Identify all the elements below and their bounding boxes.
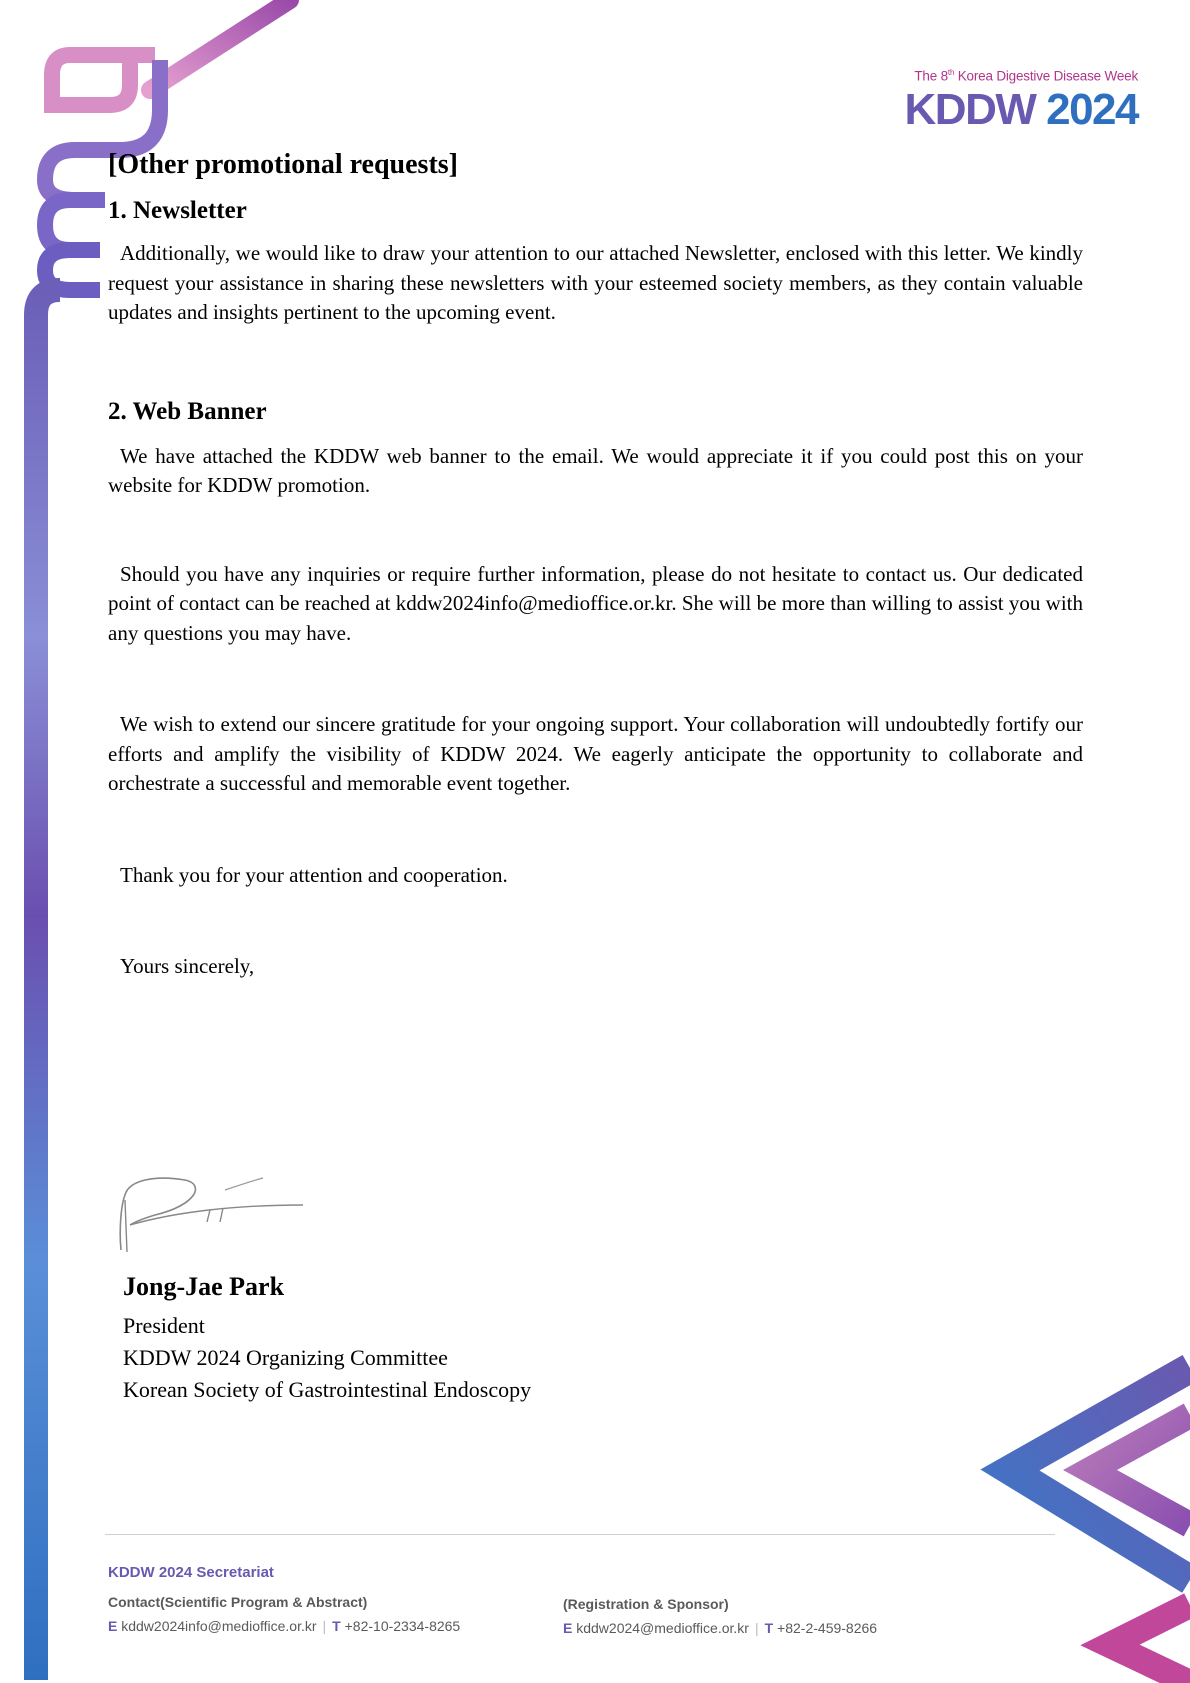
- section-banner-title: 2. Web Banner: [108, 397, 267, 425]
- phone-letter: T: [332, 1618, 341, 1634]
- kddw-header-logo: [905, 68, 1138, 132]
- signatory-org-society: Korean Society of Gastrointestinal Endoscopy: [123, 1377, 532, 1402]
- separator: |: [322, 1618, 327, 1634]
- footer-divider: [105, 1534, 1055, 1535]
- section-banner-body: We have attached the KDDW web banner to the email. We would appreciate it if you could post this on your website for KDDW promotion.: [108, 443, 1083, 497]
- footer-contact2-line: [563, 1620, 877, 1636]
- footer-contact2-label: (Registration & Sponsor): [563, 1596, 729, 1612]
- header-logo-text: KDDW 2024: [904, 84, 1138, 134]
- footer-contact1-line: [108, 1618, 460, 1634]
- footer-contact1-email[interactable]: kddw2024info@medioffice.or.kr: [121, 1618, 317, 1634]
- footer-contact1-label: Contact(Scientific Program & Abstract): [108, 1594, 368, 1610]
- page-title: [Other promotional requests]: [108, 149, 458, 180]
- phone-letter: T: [764, 1620, 774, 1636]
- header-subtitle: The 8th Korea Digestive Disease Week: [914, 68, 1138, 84]
- handwritten-signature: [115, 1160, 315, 1255]
- footer-secretariat: [108, 1564, 460, 1634]
- email-letter: E: [108, 1618, 118, 1634]
- section-newsletter-title: 1. Newsletter: [108, 197, 247, 224]
- thanks-line: Thank you for your attention and cooperation.: [120, 862, 508, 887]
- signatory-name: Jong-Jae Park: [123, 1272, 285, 1301]
- separator: |: [754, 1620, 759, 1636]
- gratitude-paragraph: We wish to extend our sincere gratitude for your ongoing support. Your collaboration will undoubtedly fortify our efforts and amplify the visibility of KDDW 2024. We eagerly anticipate the opportunity to collaborate and orchestrate a successful and memorable event together.: [108, 712, 1083, 795]
- email-letter: E: [563, 1620, 573, 1636]
- contact-paragraph: Should you have any inquiries or require further information, please do not hesitate to contact us. Our dedicated point of contact can be reached at kddw2024info@medioffice.or.kr. She will be more than willing to assist you with any questions you may have.: [108, 561, 1083, 645]
- footer-title: KDDW 2024 Secretariat: [108, 1564, 274, 1581]
- footer-contact2-email[interactable]: kddw2024@medioffice.or.kr: [576, 1620, 749, 1636]
- signatory-details: [123, 1310, 531, 1406]
- section-newsletter-body: Additionally, we would like to draw your attention to our attached Newsletter, enclosed with this letter. We kindly request your assistance in sharing these newsletters with your esteemed society members, as they contain valuable updates and insights pertinent to the upcoming event.: [108, 241, 1083, 324]
- letter-body: [108, 143, 1083, 981]
- closing-line: Yours sincerely,: [120, 953, 255, 978]
- footer-contact2-phone: +82-2-459-8266: [777, 1620, 878, 1636]
- signatory-org-committee: KDDW 2024 Organizing Committee: [123, 1345, 448, 1370]
- footer-contact2: [563, 1596, 877, 1636]
- signatory-title: President: [123, 1313, 205, 1338]
- footer-contact1-phone: +82-10-2334-8265: [344, 1618, 461, 1634]
